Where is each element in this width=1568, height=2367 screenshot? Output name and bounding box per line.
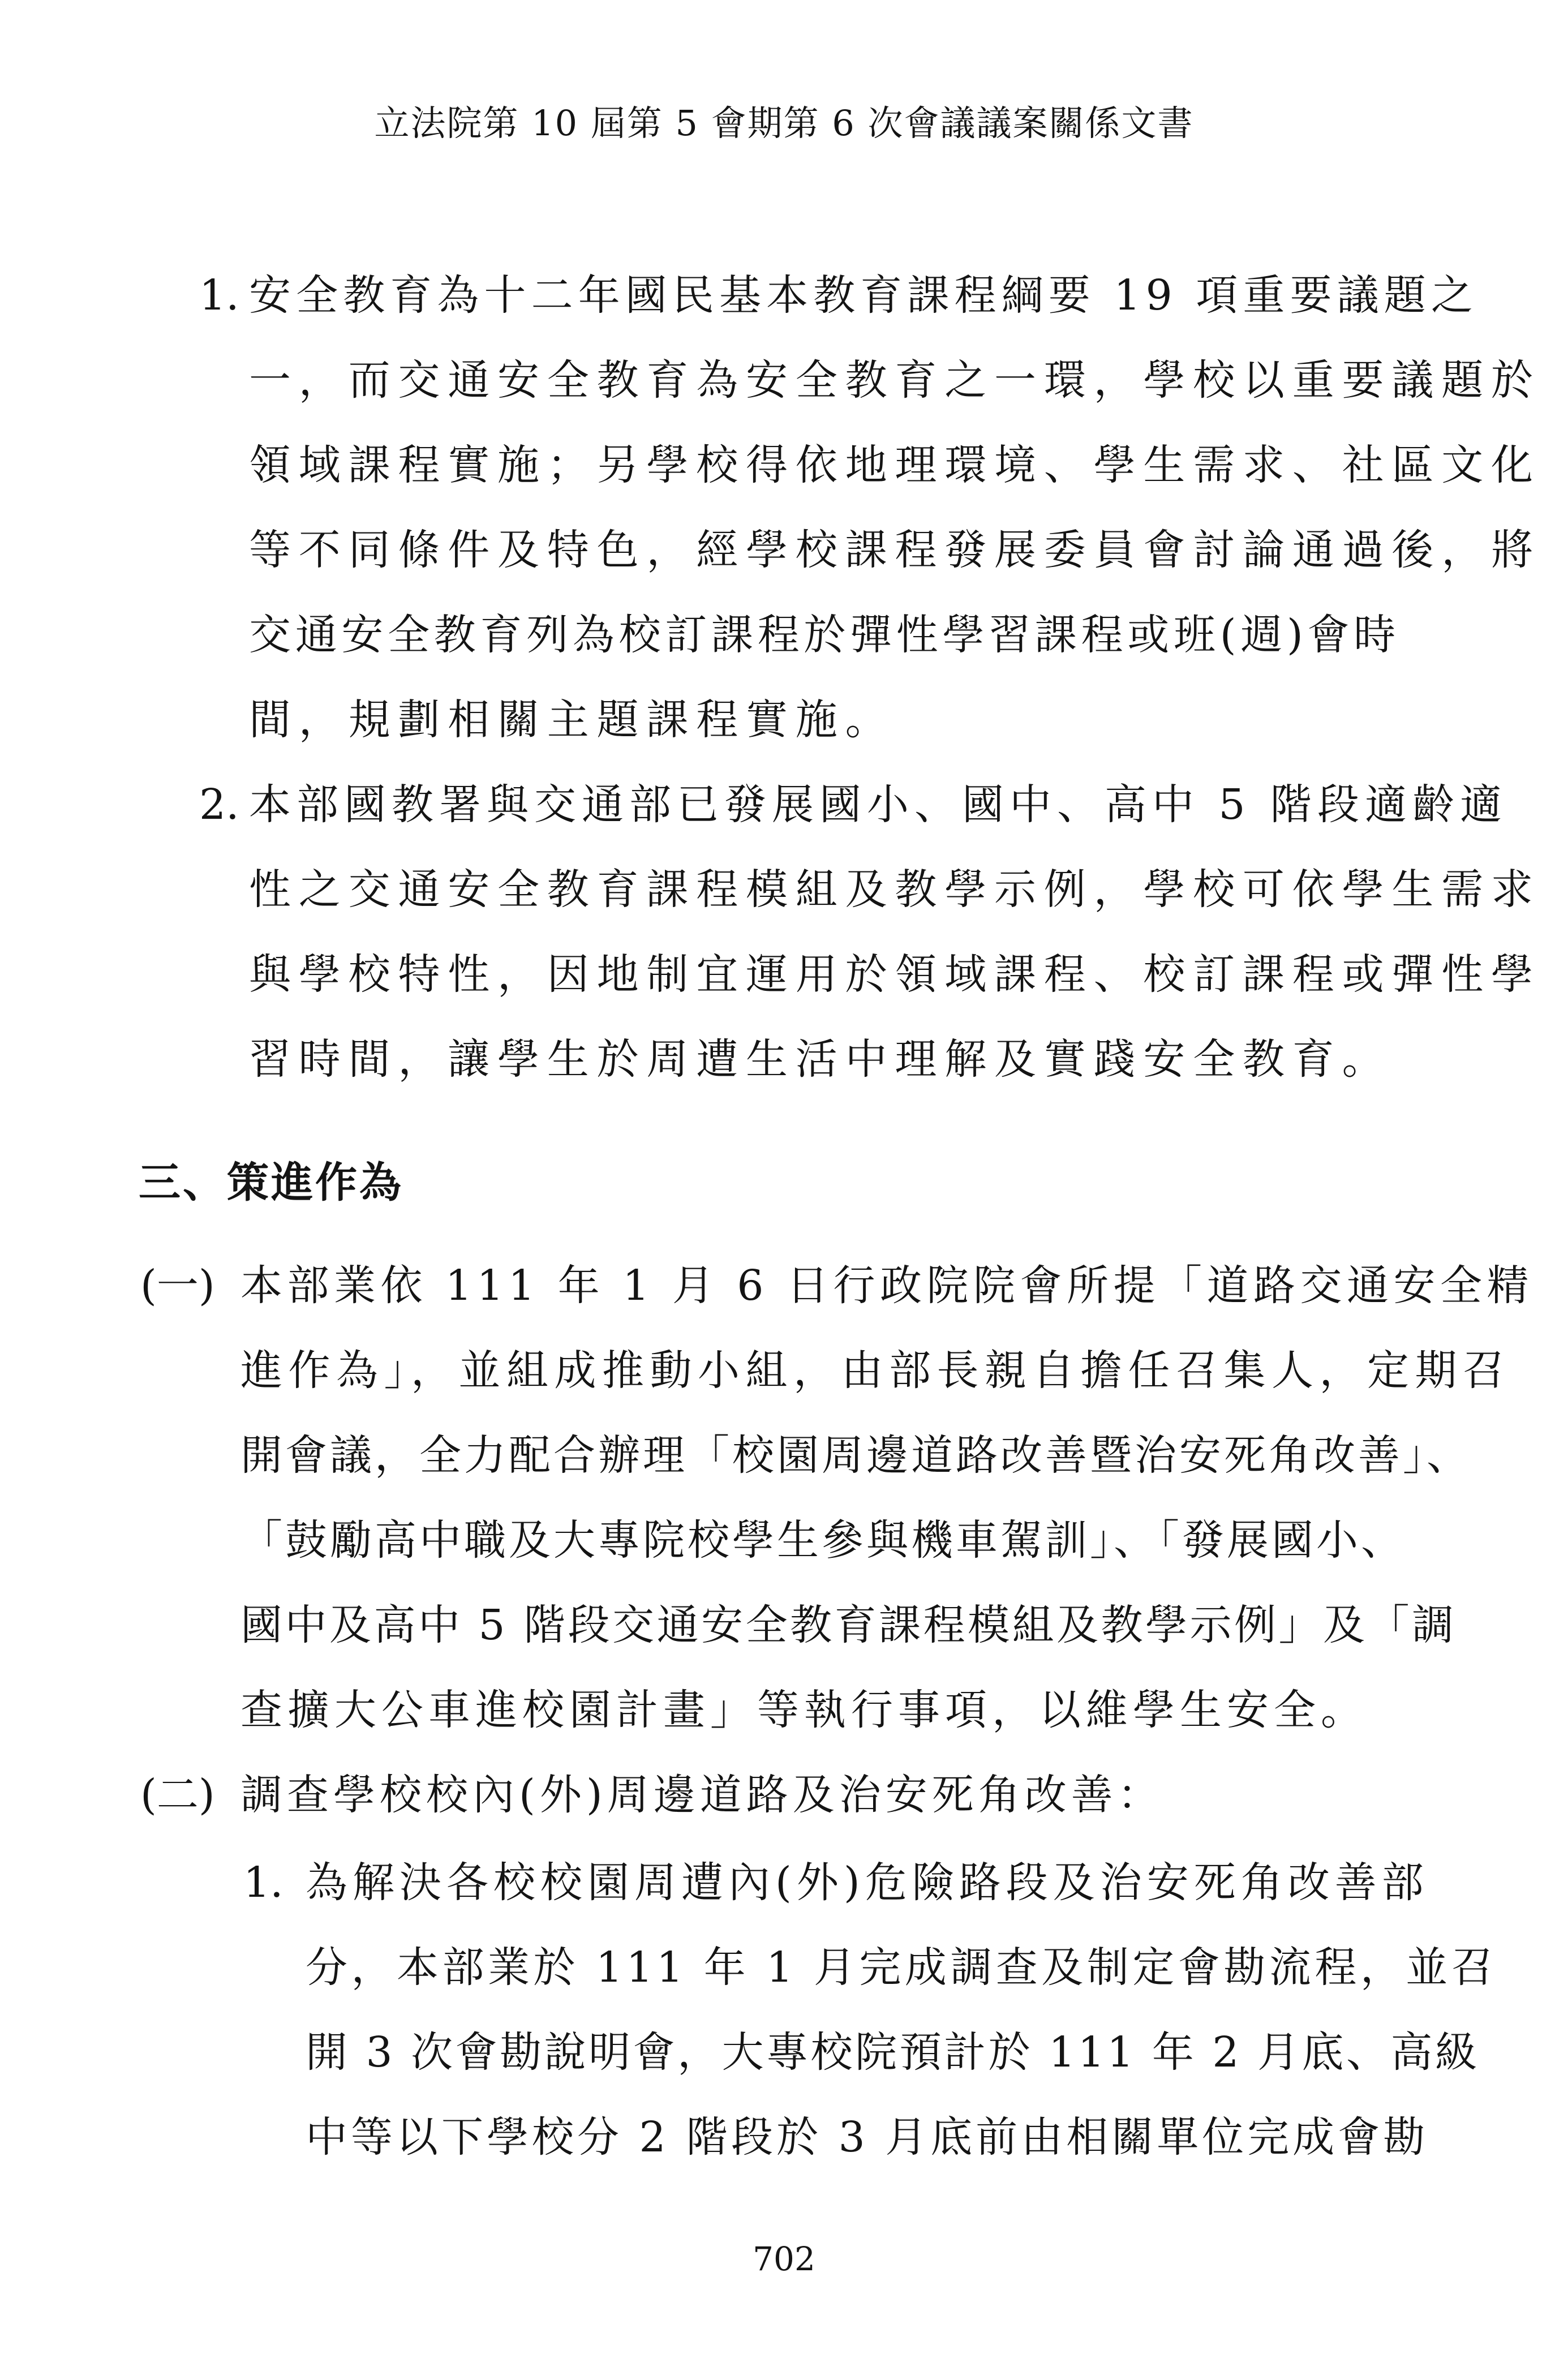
item-1-line-2: 一，而交通安全教育為安全教育之一環，學校以重要議題於 — [249, 356, 1541, 405]
subsection-2-item-1-label: 1. — [243, 1858, 283, 1907]
item-1-line-6: 間，規劃相關主題課程實施。 — [249, 695, 895, 744]
item-2-line-2: 性之交通安全教育課程模組及教學示例，學校可依學生需求 — [249, 865, 1541, 914]
item-1-line-3: 領域課程實施；另學校得依地理環境、學生需求、社區文化 — [249, 441, 1541, 489]
item-2-label: 2. — [199, 780, 239, 829]
subsection-2-item-1-line-1: 為解決各校校園周遭內(外)危險路段及治安死角改善部 — [306, 1858, 1429, 1907]
subsection-1-line-2: 進作為」，並組成推動小組，由部長親自擔任召集人，定期召 — [240, 1346, 1511, 1395]
subsection-2-item-1-line-2: 分，本部業於 111 年 1 月完成調查及制定會勘流程，並召 — [306, 1943, 1497, 1992]
subsection-1-line-6: 查擴大公車進校園計畫」等執行事項，以維學生安全。 — [240, 1686, 1368, 1734]
item-2-line-3: 與學校特性，因地制宜運用於領域課程、校訂課程或彈性學 — [249, 950, 1541, 999]
item-2-line-1: 本部國教署與交通部已發展國小、國中、高中 5 階段適齡適 — [249, 780, 1508, 829]
item-1-label: 1. — [199, 271, 239, 320]
subsection-1-label: (一) — [140, 1261, 215, 1310]
item-2-line-4: 習時間，讓學生於周遭生活中理解及實踐安全教育。 — [249, 1035, 1392, 1084]
item-1-line-1: 安全教育為十二年國民基本教育課程綱要 19 項重要議題之 — [249, 271, 1479, 320]
document-header: 立法院第 10 屆第 5 會期第 6 次會議議案關係文書 — [374, 102, 1194, 144]
subsection-1-line-5: 國中及高中 5 階段交通安全教育課程模組及教學示例」及「調 — [240, 1601, 1457, 1649]
subsection-1-line-3: 開會議，全力配合辦理「校園周邊道路改善暨治安死角改善」、 — [240, 1431, 1471, 1480]
section-heading: 三、策進作為 — [139, 1158, 403, 1207]
item-1-line-5: 交通安全教育列為校訂課程於彈性學習課程或班(週)會時 — [249, 611, 1400, 659]
subsection-2-item-1-line-3: 開 3 次會勘說明會，大專校院預計於 111 年 2 月底、高級 — [306, 2028, 1480, 2077]
page-number: 702 — [753, 2240, 815, 2278]
subsection-2-item-1-line-4: 中等以下學校分 2 階段於 3 月底前由相關單位完成會勘 — [306, 2113, 1429, 2162]
subsection-2-label: (二) — [140, 1771, 215, 1819]
subsection-1-line-1: 本部業依 111 年 1 月 6 日行政院院會所提「道路交通安全精 — [240, 1261, 1534, 1310]
subsection-1-line-4: 「鼓勵高中職及大專院校學生參與機車駕訓」、「發展國小、 — [240, 1516, 1406, 1565]
item-1-line-4: 等不同條件及特色，經學校課程發展委員會討論通過後，將 — [249, 526, 1541, 574]
subsection-2-title: 調查學校校內(外)周邊道路及治安死角改善： — [240, 1771, 1164, 1819]
